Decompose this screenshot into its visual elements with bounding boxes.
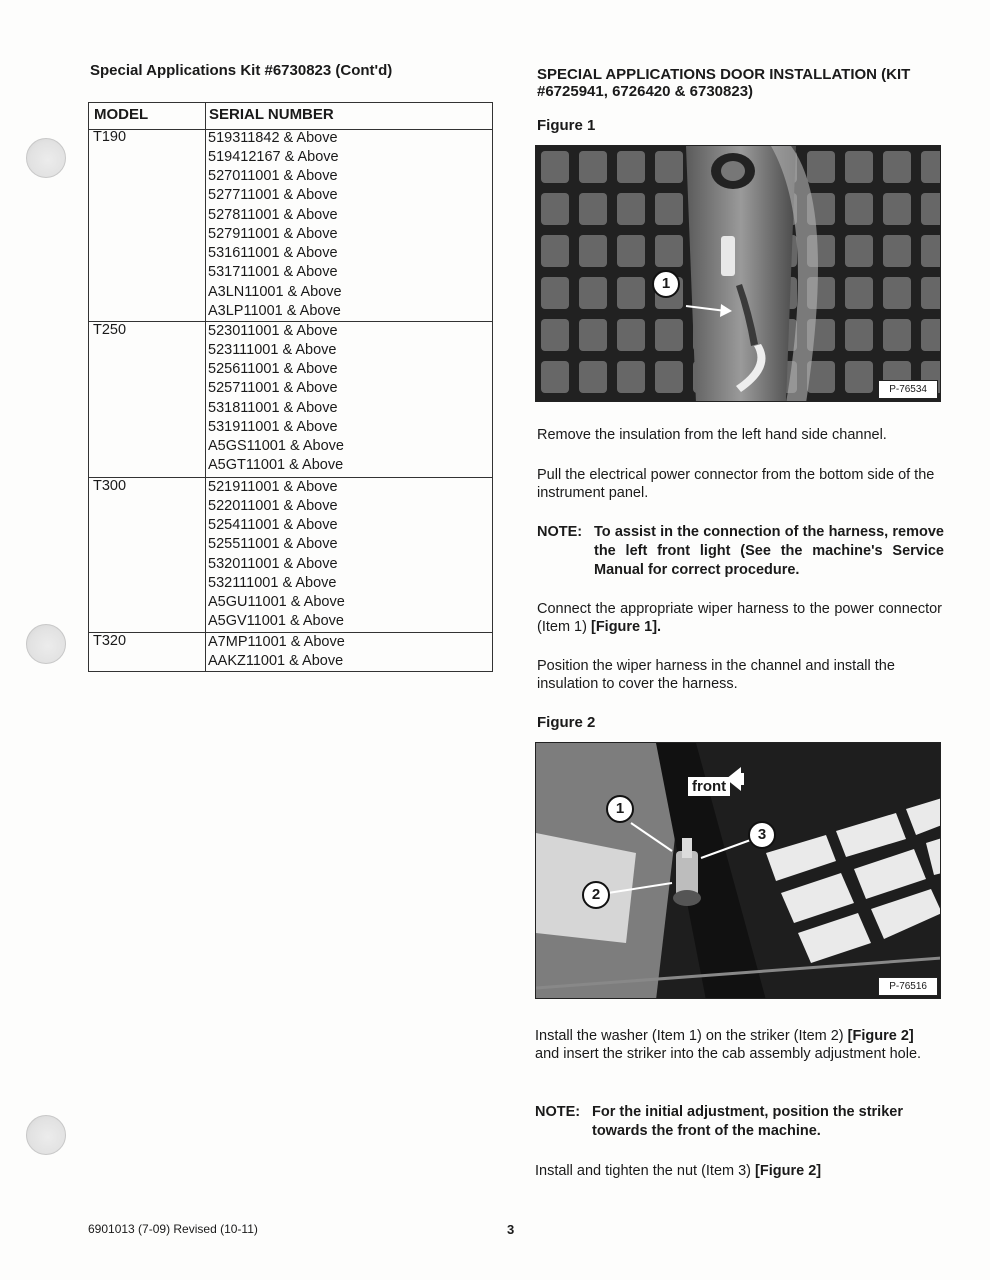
paragraph-install-washer	[535, 1027, 940, 1063]
note-text: To assist in the connection of the harness, remove the left front light (See the machine's Service Manual for correct procedure.	[594, 524, 944, 578]
model-cell: T300	[93, 478, 127, 494]
serial-cell: 525711001 & Above	[208, 380, 338, 396]
right-heading: SPECIAL APPLICATIONS DOOR INSTALLATION (KIT #6725941, 6726420 & 6730823)	[537, 66, 911, 100]
serial-cell: 527811001 & Above	[208, 207, 338, 223]
paragraph-text: Connect the appropriate wiper harness to the power connector (Item 1)	[537, 601, 942, 635]
col-serial-header: SERIAL NUMBER	[209, 106, 334, 123]
table-divider	[205, 103, 206, 671]
serial-cell: A5GU11001 & Above	[208, 594, 345, 610]
paragraph-pull-connector: Pull the electrical power connector from the bottom side of the instrument panel.	[537, 467, 935, 501]
figure2-photo	[535, 742, 941, 999]
note-harness	[537, 523, 944, 583]
serial-cell: 531611001 & Above	[208, 245, 338, 261]
serial-cell: 532011001 & Above	[208, 556, 338, 572]
serial-cell: 532111001 & Above	[208, 575, 337, 591]
figure-ref: [Figure 1].	[590, 619, 662, 635]
footer-page-number: 3	[507, 1222, 515, 1237]
serial-cell: 531711001 & Above	[208, 264, 338, 280]
figure2-caption: Figure 2	[537, 714, 596, 731]
serial-cell: 531811001 & Above	[208, 400, 338, 416]
figure2-callout-3: 3	[748, 821, 776, 849]
figure2-callout-2: 2	[582, 881, 610, 909]
serial-cell: A5GS11001 & Above	[208, 438, 344, 454]
serial-cell: 527011001 & Above	[208, 168, 338, 184]
serial-cell: 525611001 & Above	[208, 361, 338, 377]
serial-cell: 519311842 & Above	[208, 130, 338, 146]
punch-hole	[26, 624, 66, 664]
serial-cell: 523011001 & Above	[208, 323, 338, 339]
paragraph-position-harness: Position the wiper harness in the channel and install the insulation to cover the harness.	[537, 658, 895, 692]
paragraph-tighten-nut	[535, 1162, 940, 1180]
figure2-image	[536, 743, 941, 999]
punch-hole	[26, 138, 66, 178]
serial-cell: A3LN11001 & Above	[208, 284, 342, 300]
paragraph-connect-harness	[537, 600, 942, 636]
serial-cell: A5GT11001 & Above	[208, 457, 344, 473]
figure2-front-label: front	[688, 777, 730, 796]
serial-cell: 525511001 & Above	[208, 536, 338, 552]
serial-cell: 527911001 & Above	[208, 226, 338, 242]
col-model-header: MODEL	[94, 106, 149, 123]
left-heading: Special Applications Kit #6730823 (Cont'd)	[90, 62, 393, 79]
model-cell: T190	[93, 129, 127, 145]
figure2-photo-id: P-76516	[878, 977, 938, 996]
figure-ref: [Figure 2]	[755, 1163, 822, 1179]
table-header	[89, 103, 492, 130]
serial-cell: 522011001 & Above	[208, 498, 338, 514]
figure1-caption: Figure 1	[537, 117, 596, 134]
serial-cell: 527711001 & Above	[208, 187, 338, 203]
figure1-photo	[535, 145, 941, 402]
figure1-image	[536, 146, 941, 402]
figure2-callout-1: 1	[606, 795, 634, 823]
model-cell: T250	[93, 322, 127, 338]
paragraph-text: Install and tighten the nut (Item 3)	[535, 1163, 756, 1179]
serial-cell: AAKZ11001 & Above	[208, 653, 344, 669]
serial-cell: A5GV11001 & Above	[208, 613, 344, 629]
serial-cell: A3LP11001 & Above	[208, 303, 341, 319]
serial-cell: 521911001 & Above	[208, 479, 338, 495]
figure-ref: [Figure 2]	[847, 1028, 914, 1044]
paragraph-text: Install the washer (Item 1) on the striker (Item 2)	[535, 1028, 848, 1044]
footer-doc-number: 6901013 (7-09) Revised (10-11)	[88, 1222, 258, 1236]
note-label: NOTE:	[535, 1104, 581, 1120]
note-label: NOTE:	[537, 524, 583, 540]
punch-hole	[26, 1115, 66, 1155]
note-text: For the initial adjustment, position the striker towards the front of the machine.	[592, 1104, 903, 1139]
serial-cell: 523111001 & Above	[208, 342, 337, 358]
paragraph-remove-insulation: Remove the insulation from the left hand side channel.	[537, 427, 887, 443]
figure1-photo-id: P-76534	[878, 380, 938, 399]
serial-cell: 525411001 & Above	[208, 517, 338, 533]
serial-cell: A7MP11001 & Above	[208, 634, 345, 650]
serial-cell: 531911001 & Above	[208, 419, 338, 435]
serial-cell: 519412167 & Above	[208, 149, 339, 165]
model-cell: T320	[93, 633, 127, 649]
serial-number-table	[88, 102, 493, 672]
paragraph-text: and insert the striker into the cab assembly adjustment hole.	[535, 1046, 922, 1062]
note-adjustment	[535, 1103, 942, 1145]
figure1-callout-1: 1	[652, 270, 680, 298]
